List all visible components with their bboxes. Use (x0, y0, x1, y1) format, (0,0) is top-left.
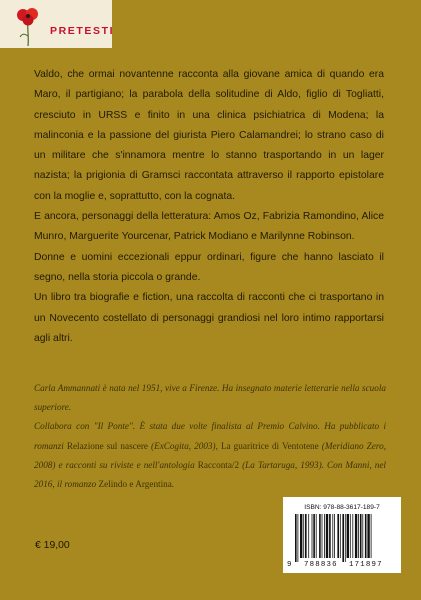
price-label: € 19,00 (35, 540, 70, 551)
blurb-paragraph: Donne e uomini eccezionali eppur ordinari, figure che hanno lasciato il segno, nella storia piccola o grande. (34, 251, 384, 283)
series-badge (0, 0, 115, 48)
barcode-bar (312, 514, 313, 558)
bio-text: (Meridiano Zero, 2008) e racconti su riviste e nell'antologia (34, 440, 386, 470)
barcode-bar (340, 514, 341, 558)
barcode-digits-left: 788836 (304, 561, 338, 569)
isbn-label: ISBN: 978-88-3617-189-7 (304, 504, 380, 511)
barcode-bar (308, 514, 309, 558)
barcode-bar (324, 514, 325, 558)
barcode-bar (329, 514, 331, 558)
barcode-bar (322, 514, 323, 558)
barcode-bar (300, 514, 302, 558)
barcode-bar (362, 514, 363, 558)
barcode-bar (345, 514, 346, 562)
bio-paragraph (34, 417, 386, 494)
author-bio (34, 379, 386, 494)
barcode-bar (342, 514, 344, 562)
poppy-icon (14, 6, 42, 46)
barcode-bar (295, 514, 297, 562)
book-title: Racconta/2 (197, 459, 240, 470)
bio-text: (La Tartaruga, 1993). Con Manni, nel 2016, il romanzo (34, 459, 386, 490)
blurb-paragraph: Valdo, che ormai novantenne racconta alla giovane amica di quando era Maro, il partigiano; la parabola della solitudine di Aldo, figlio di Togliatti, cresciuto in URSS e finito in una clinica psichiatrica di Modena; la malinconia e la passione del giurista Piero Calamandrei; lo strano caso di un militare che s'innamora mentre lo stanno trasportando in un lager nazista; la prigionia di Gramsci raccontata attraverso il rapporto epistolare con la moglie e, soprattutto, con la cognata. (34, 69, 384, 202)
bio-text: . (171, 479, 175, 490)
barcode-bar (326, 514, 328, 558)
barcode-bar (316, 514, 317, 558)
barcode-bar (298, 514, 299, 562)
barcode-bar (358, 514, 359, 558)
book-title: La guaritrice di Ventotene (220, 440, 319, 451)
barcode-bar (352, 514, 353, 558)
barcode-bar (332, 514, 333, 558)
blurb-paragraph: E ancora, personaggi della letteratura: Amos Oz, Fabrizia Ramondino, Alice Munro, Marguerite Yourcenar, Patrick Modiano e Marilynne Robinson. (34, 211, 384, 243)
barcode-bar (355, 514, 357, 558)
barcode-bar (305, 514, 307, 558)
back-cover-blurb (34, 65, 384, 349)
isbn-barcode (283, 497, 401, 573)
barcode-bar (365, 514, 367, 558)
bio-paragraph: Carla Ammannati è nata nel 1951, vive a Firenze. Ha insegnato materie letterarie nella scuola superiore. (34, 383, 386, 413)
bio-text: (ExCogita, 2003), (147, 440, 221, 451)
barcode-digits-right: 171897 (349, 561, 383, 569)
barcode-digit-first: 9 (287, 561, 292, 569)
barcode-bar (334, 514, 335, 558)
barcode-bar (367, 514, 369, 558)
barcode-bar (319, 514, 321, 558)
blurb-paragraph: Un libro tra biografie e fiction, una raccolta di racconti che ci trasportano in un Novecento costellato di personaggi grandiosi nel loro intimo rapportarsi agli altri. (34, 292, 384, 344)
barcode-bar (303, 514, 304, 558)
barcode-bar (313, 514, 315, 558)
barcode-bar (350, 514, 351, 558)
barcode-bar (337, 514, 339, 558)
barcode-bars (295, 514, 391, 562)
barcode-bar (347, 514, 349, 558)
book-title: Relazione sul nascere (66, 440, 148, 451)
series-name: PRETESTI (50, 25, 115, 37)
bio-text: Collabora con "Il Ponte". È stata due volte finalista al Premio Calvino. Ha pubblicato i romanzi (34, 421, 386, 451)
barcode-bar (371, 514, 372, 558)
book-title: Zelindo e Argentina (98, 479, 172, 490)
barcode-bar (360, 514, 362, 558)
